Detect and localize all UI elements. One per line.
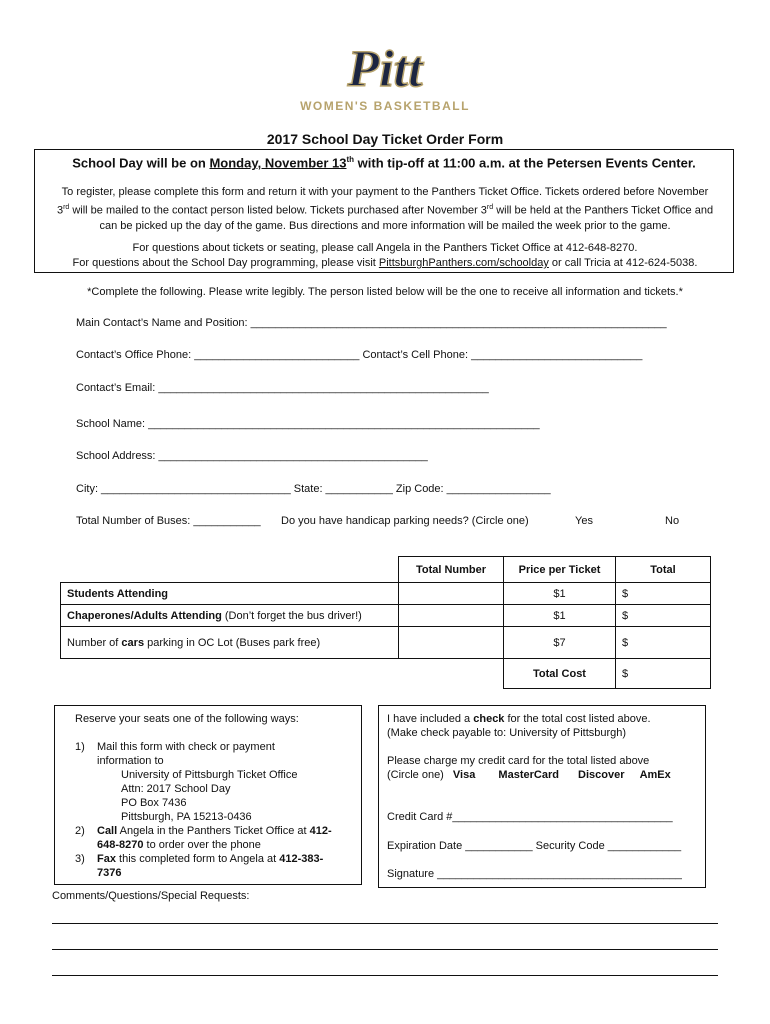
table-header-row [61, 557, 711, 583]
cars-number-cell[interactable] [399, 627, 504, 659]
handicap-question: Do you have handicap parking needs? (Circle one) [281, 515, 529, 527]
check-option[interactable]: I have included a check for the total cost listed above. [387, 713, 651, 725]
pitt-logo [300, 38, 470, 116]
expiration-security-field[interactable]: Expiration Date ___________ Security Code ____________ [387, 840, 682, 852]
school-address-field[interactable]: School Address: ____________________________________________ [76, 450, 428, 462]
questions-text: For questions about tickets or seating, please call Angela in the Panthers Ticket Office at 412-648-8270. For questions about the School Day programming, please visit PittsburghPanthers.com/schoolday or call Tricia at 412-624-5038. [72, 242, 698, 269]
total-cost-label: Total Cost [504, 659, 616, 689]
email-field[interactable]: Contact’s Email: ______________________________________________________ [76, 382, 489, 394]
phone-fields[interactable]: Contact’s Office Phone: ___________________________ Contact’s Cell Phone: ____________________________ [76, 349, 643, 361]
header-total-number: Total Number [399, 557, 504, 583]
card-discover[interactable]: Discover [578, 769, 625, 781]
pitt-wordmark [300, 38, 470, 116]
handicap-yes[interactable]: Yes [575, 515, 593, 527]
card-amex[interactable]: AmEx [639, 769, 671, 781]
table-row: Students Attending $1 $ [61, 583, 711, 605]
students-number-cell[interactable] [399, 583, 504, 605]
table-row: Number of cars parking in OC Lot (Buses park free) $7 $ [61, 627, 711, 659]
school-name-field[interactable]: School Name: ________________________________________________________________ [76, 418, 540, 430]
main-contact-field[interactable]: Main Contact’s Name and Position: ____________________________________________________________________ [76, 317, 667, 329]
intro-text: To register, please complete this form and return it with your payment to the Panthers Ticket Office. Tickets ordered before November 3rd will be mailed to the contact person listed below. Tickets purchased after November 3rd will be held at the Panthers Ticket Office and can be picked up the day of the game. Bus directions and more information will be mailed the week prior to the game. [56, 186, 714, 232]
svg-text:WOMEN'S BASKETBALL: WOMEN'S BASKETBALL [300, 99, 470, 113]
comments-label: Comments/Questions/Special Requests: [52, 890, 250, 902]
total-cost-row [61, 659, 711, 689]
city-state-zip-field[interactable]: City: _______________________________ State: ___________ Zip Code: _________________ [76, 483, 551, 495]
students-total-cell[interactable]: $ [616, 583, 711, 605]
signature-field[interactable]: Signature ________________________________________ [387, 868, 682, 880]
card-mastercard[interactable]: MasterCard [498, 769, 559, 781]
svg-text:Pitt: Pitt [347, 41, 423, 98]
reserve-instructions: Reserve your seats one of the following ways: 1) Mail this form with check or payment information to University of Pittsburgh Ticket Office Attn: 2017 School Day PO Box 7436 Pittsburgh, PA 15213-0436 2) Call Angela in the Panthers Ticket Office at 412- 648-8270 to order over the phone 3) Fax this completed form to Angela at 412-383- 7376 [75, 713, 332, 879]
header-price: Price per Ticket [504, 557, 616, 583]
buses-field[interactable]: Total Number of Buses: ___________ [76, 515, 261, 527]
comments-line-2[interactable] [52, 949, 718, 950]
table-row: Chaperones/Adults Attending (Don’t forget the bus driver!) $1 $ [61, 605, 711, 627]
total-cost-cell[interactable]: $ [616, 659, 711, 689]
card-visa[interactable]: Visa [452, 769, 476, 781]
credit-card-number-field[interactable]: Credit Card #____________________________________ [387, 811, 673, 823]
payment-section: I have included a check for the total cost listed above. (Make check payable to: University of Pittsburgh) Please charge my credit card for the total listed above (Circle one) Visa MasterCard Discover AmEx [387, 712, 702, 782]
schoolday-link[interactable]: PittsburghPanthers.com/schoolday [378, 257, 549, 269]
school-day-header: School Day will be on Monday, November 13th with tip-off at 11:00 a.m. at the Petersen Events Center. [72, 155, 696, 171]
ticket-table [60, 556, 711, 689]
form-title: 2017 School Day Ticket Order Form [266, 131, 504, 147]
handicap-no[interactable]: No [665, 515, 680, 527]
chaperones-number-cell[interactable] [399, 605, 504, 627]
cars-total-cell[interactable]: $ [616, 627, 711, 659]
instruction-text: *Complete the following. Please write legibly. The person listed below will be the one to receive all information and tickets.* [87, 286, 683, 298]
chaperones-total-cell[interactable]: $ [616, 605, 711, 627]
header-total: Total [616, 557, 711, 583]
comments-line-1[interactable] [52, 923, 718, 924]
comments-line-3[interactable] [52, 975, 718, 976]
